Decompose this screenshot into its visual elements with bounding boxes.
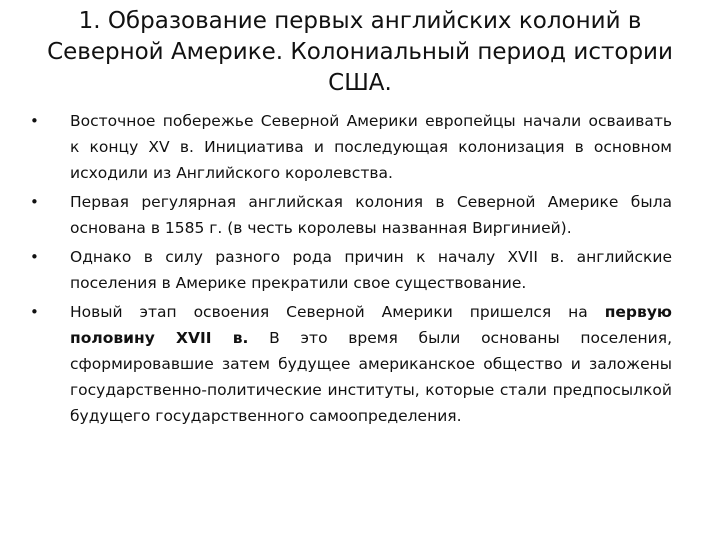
bullet-text-after: В это время были основаны поселения, сформировавшие затем будущее американское общество и заложены государственно-политические институты, которые стали предпосылкой будущего государственного самоопределения. xyxy=(70,329,673,425)
bullet-item xyxy=(30,108,672,186)
bullet-item xyxy=(30,189,672,241)
bullet-icon: • xyxy=(30,112,39,130)
bullet-text: Первая регулярная английская колония в Северной Америке была основана в 1585 г. (в честь королевы названная Виргинией). xyxy=(70,193,672,237)
bullet-text-bold: первую половину XVII в. xyxy=(70,303,672,347)
slide-title: 1. Образование первых английских колоний в Северной Америке. Колониальный период истории США. xyxy=(47,8,673,96)
bullet-text-before: Новый этап освоения Северной Америки пришелся на xyxy=(70,303,605,321)
bullet-text: Однако в силу разного рода причин к началу XVII в. английские поселения в Америке прекратили свое существование. xyxy=(70,248,672,292)
bullet-item xyxy=(30,244,672,296)
bullet-icon: • xyxy=(30,193,39,211)
bullet-list xyxy=(30,108,672,432)
bullet-icon: • xyxy=(30,303,39,321)
bullet-icon: • xyxy=(30,248,39,266)
bullet-text: Восточное побережье Северной Америки европейцы начали осваивать к концу XV в. Инициатива и последующая колонизация в основном исходили из Английского королевства. xyxy=(70,112,672,182)
bullet-item xyxy=(30,299,672,429)
